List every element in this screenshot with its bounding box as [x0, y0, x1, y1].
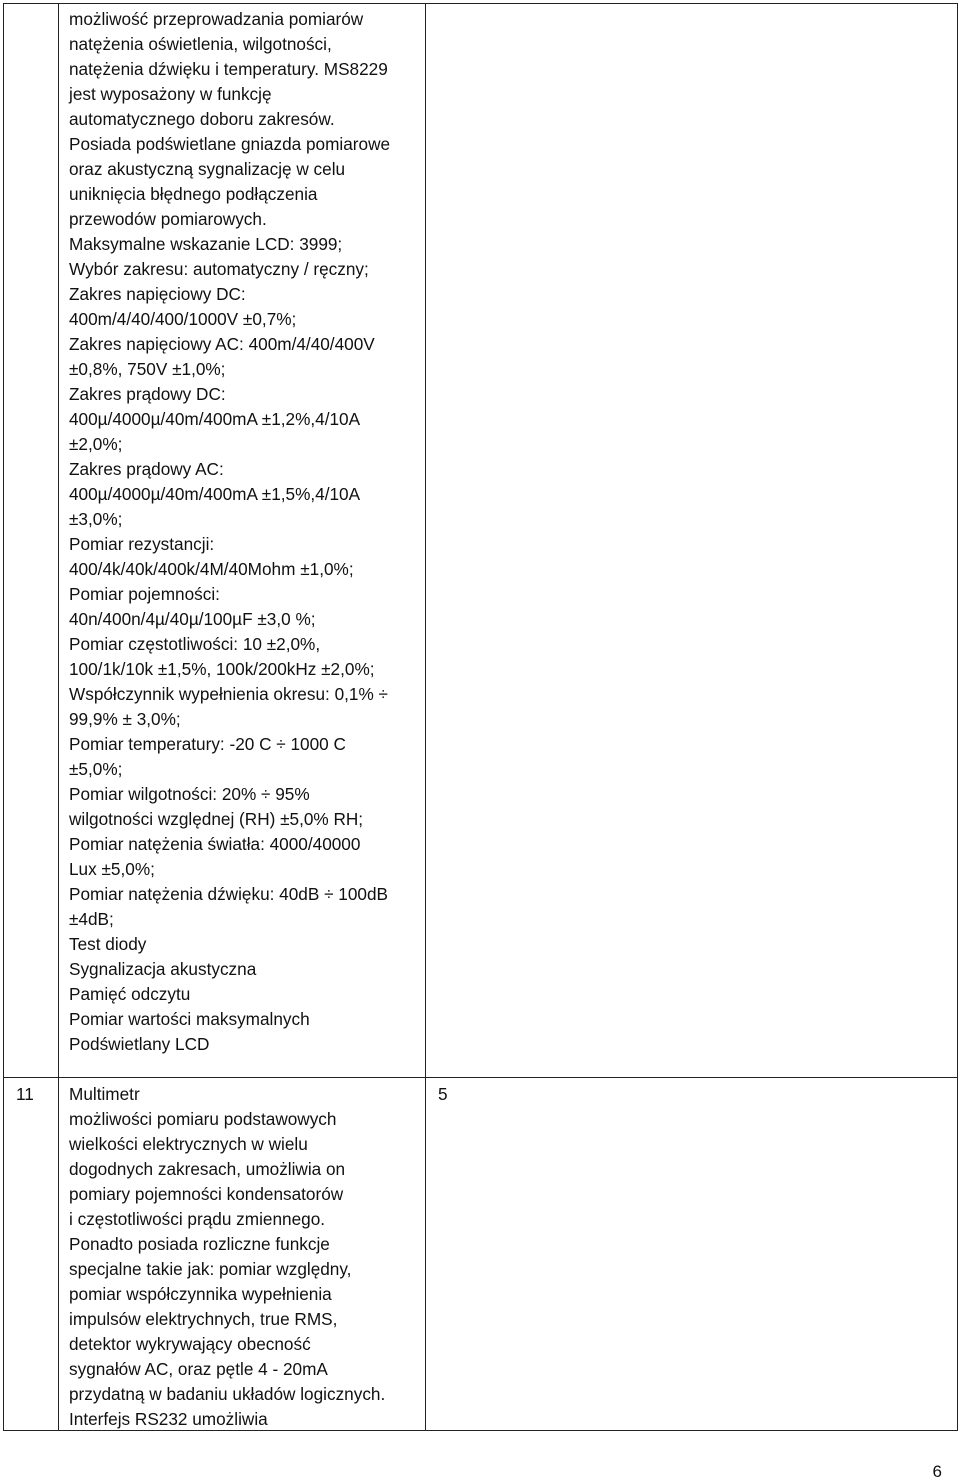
description-line: 400/4k/40k/400k/4M/40Mohm ±1,0%; — [69, 559, 354, 579]
description-line: Pomiar natężenia dźwięku: 40dB ÷ 100dB — [69, 884, 389, 904]
description-line: oraz akustyczną sygnalizację w celu — [69, 159, 346, 179]
description-line: Zakres napięciowy AC: 400m/4/40/400V — [69, 334, 375, 354]
description-line: Podświetlany LCD — [69, 1034, 210, 1054]
row-quantity: 5 — [438, 1084, 448, 1104]
specification-table — [3, 3, 958, 1431]
description-line: Test diody — [69, 934, 147, 954]
row-continued-description — [69, 7, 390, 1057]
description-line: 400µ/4000µ/40m/400mA ±1,5%,4/10A — [69, 484, 361, 504]
description-line: automatycznego doboru zakresów. — [69, 109, 335, 129]
description-line: możliwości pomiaru podstawowych — [69, 1109, 337, 1129]
description-line: przewodów pomiarowych. — [69, 209, 267, 229]
description-line: Interfejs RS232 umożliwia — [69, 1409, 268, 1429]
description-line: specjalne takie jak: pomiar względny, — [69, 1259, 352, 1279]
description-line: uniknięcia błędnego podłączenia — [69, 184, 318, 204]
description-line: Pomiar rezystancji: — [69, 534, 215, 554]
description-line: 400µ/4000µ/40m/400mA ±1,2%,4/10A — [69, 409, 361, 429]
description-line: pomiary pojemności kondensatorów — [69, 1184, 344, 1204]
description-line: ±5,0%; — [69, 759, 123, 779]
page-number: 6 — [932, 1462, 942, 1481]
description-line: możliwość przeprowadzania pomiarów — [69, 9, 364, 29]
description-line: Pomiar wilgotności: 20% ÷ 95% — [69, 784, 310, 804]
description-line: sygnałów AC, oraz pętle 4 - 20mA — [69, 1359, 328, 1379]
row-11-description — [69, 1082, 385, 1432]
description-line: natężenia dźwięku i temperatury. MS8229 — [69, 59, 388, 79]
description-line: Pomiar temperatury: -20 C ÷ 1000 C — [69, 734, 346, 754]
description-line: Zakres napięciowy DC: — [69, 284, 246, 304]
description-line: impulsów elektrychnych, true RMS, — [69, 1309, 338, 1329]
description-line: detektor wykrywający obecność — [69, 1334, 311, 1354]
row-number: 11 — [16, 1084, 34, 1104]
description-line: ±4dB; — [69, 909, 114, 929]
description-line: Lux ±5,0%; — [69, 859, 155, 879]
description-line: Sygnalizacja akustyczna — [69, 959, 257, 979]
description-line: 400m/4/40/400/1000V ±0,7%; — [69, 309, 297, 329]
description-line: 100/1k/10k ±1,5%, 100k/200kHz ±2,0%; — [69, 659, 375, 679]
description-line: ±3,0%; — [69, 509, 123, 529]
row-divider — [4, 1077, 957, 1078]
column-divider-description — [425, 4, 426, 1430]
description-line: Wybór zakresu: automatyczny / ręczny; — [69, 259, 369, 279]
description-line: przydatną w badaniu układów logicznych. — [69, 1384, 386, 1404]
description-line: pomiar współczynnika wypełnienia — [69, 1284, 332, 1304]
description-line: Maksymalne wskazanie LCD: 3999; — [69, 234, 343, 254]
description-line: Współczynnik wypełnienia okresu: 0,1% ÷ — [69, 684, 388, 704]
description-line: natężenia oświetlenia, wilgotności, — [69, 34, 332, 54]
description-line: Pomiar pojemności: — [69, 584, 220, 604]
description-line: Zakres prądowy DC: — [69, 384, 226, 404]
description-line: Pomiar częstotliwości: 10 ±2,0%, — [69, 634, 321, 654]
description-line: i częstotliwości prądu zmiennego. — [69, 1209, 326, 1229]
description-line: wilgotności względnej (RH) ±5,0% RH; — [69, 809, 364, 829]
column-divider-number — [58, 4, 59, 1430]
description-line: 40n/400n/4µ/40µ/100µF ±3,0 %; — [69, 609, 316, 629]
description-line: ±0,8%, 750V ±1,0%; — [69, 359, 226, 379]
description-line: ±2,0%; — [69, 434, 123, 454]
description-line: Zakres prądowy AC: — [69, 459, 224, 479]
description-line: wielkości elektrycznych w wielu — [69, 1134, 308, 1154]
description-line: jest wyposażony w funkcję — [69, 84, 272, 104]
description-line: Pomiar natężenia światła: 4000/40000 — [69, 834, 361, 854]
description-line: Pamięć odczytu — [69, 984, 191, 1004]
description-line: 99,9% ± 3,0%; — [69, 709, 181, 729]
description-line: Posiada podświetlane gniazda pomiarowe — [69, 134, 391, 154]
description-line: dogodnych zakresach, umożliwia on — [69, 1159, 346, 1179]
description-line: Pomiar wartości maksymalnych — [69, 1009, 310, 1029]
description-line: Multimetr — [69, 1084, 140, 1104]
description-line: Ponadto posiada rozliczne funkcje — [69, 1234, 330, 1254]
